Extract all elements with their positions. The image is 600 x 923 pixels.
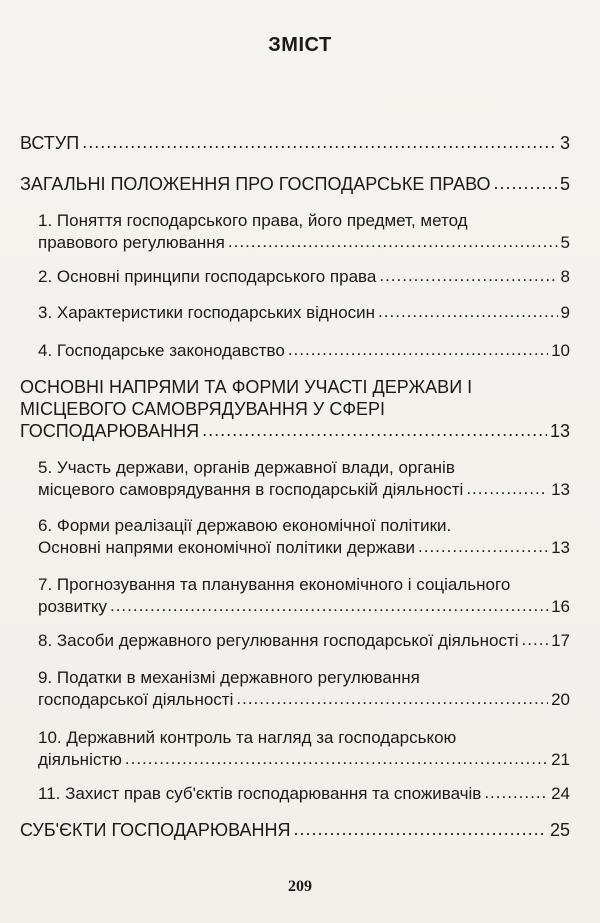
toc-entry-section[interactable] [38, 266, 570, 288]
toc-entry-chapter[interactable] [20, 819, 570, 841]
toc-entry-section[interactable] [38, 667, 570, 711]
toc-entry-section[interactable] [38, 302, 570, 324]
toc-entry-chapter[interactable] [20, 173, 570, 195]
toc-entry-title: 8. Засоби державного регулювання господарської діяльності [38, 631, 519, 650]
dot-leader [418, 536, 548, 558]
toc-entry-title: господарської діяльності [38, 690, 234, 709]
toc-entry-title: правового регулювання [38, 233, 225, 252]
toc-entry-section[interactable] [38, 574, 570, 618]
toc-page-number: 5 [560, 233, 570, 252]
toc-entry-title-line: ОСНОВНІ НАПРЯМИ ТА ФОРМИ УЧАСТІ ДЕРЖАВИ І [20, 377, 473, 397]
toc-page-number: 9 [560, 303, 570, 322]
toc-entry-title: діяльністю [38, 750, 122, 769]
dot-leader [484, 782, 548, 804]
toc-entry-chapter[interactable] [20, 132, 570, 154]
toc-entry-title: 3. Характеристики господарських відносин [38, 303, 376, 322]
dot-leader [378, 301, 557, 323]
toc-page-number: 3 [559, 133, 570, 153]
toc-entry-chapter[interactable] [20, 376, 570, 442]
toc-page-number: 24 [551, 784, 570, 803]
dot-leader [228, 231, 558, 253]
toc-entry-title: ЗАГАЛЬНІ ПОЛОЖЕННЯ ПРО ГОСПОДАРСЬКЕ ПРАВО [20, 174, 491, 194]
dot-leader [202, 419, 547, 441]
dot-leader [494, 172, 557, 194]
toc-entry-section[interactable] [38, 630, 570, 652]
dot-leader [288, 339, 548, 361]
toc-entry-section[interactable] [38, 783, 570, 805]
toc-entry-title: ГОСПОДАРЮВАННЯ [20, 421, 200, 441]
toc-page-number: 13 [549, 421, 570, 441]
toc-entry-title: 4. Господарське законодавство [38, 341, 285, 360]
dot-leader [82, 131, 557, 153]
toc-page-number: 25 [549, 820, 570, 840]
toc-entry-section[interactable] [38, 457, 570, 501]
toc-entry-title-line: 9. Податки в механізмі державного регулювання [38, 668, 420, 687]
dot-leader [110, 595, 548, 617]
toc-entry-title: місцевого самоврядування в господарській діяльності [38, 480, 464, 499]
dot-leader [236, 688, 548, 710]
toc-entry-title: Основні напрями економічної політики держави [38, 538, 416, 557]
toc-entry-section[interactable] [38, 210, 570, 254]
dot-leader [294, 818, 547, 840]
page-title: ЗМІСТ [268, 34, 332, 56]
toc-entry-title-line: 5. Участь держави, органів державної влади, органів [38, 458, 455, 477]
toc-page-number: 17 [551, 631, 570, 650]
toc-page-number: 13 [551, 480, 570, 499]
toc-entry-section[interactable] [38, 727, 570, 771]
page-number: 209 [288, 878, 312, 895]
toc-page-number: 13 [551, 538, 570, 557]
toc-page-number: 21 [551, 750, 570, 769]
toc-page-number: 10 [551, 341, 570, 360]
toc-entry-title: 2. Основні принципи господарського права [38, 267, 377, 286]
toc-entry-section[interactable] [38, 515, 570, 559]
dot-leader [466, 478, 548, 500]
toc-entry-section[interactable] [38, 340, 570, 362]
toc-entry-title-line: 6. Форми реалізації державою економічної політики. [38, 516, 452, 535]
toc-entry-title-line: 7. Прогнозування та планування економічного і соціального [38, 575, 511, 594]
toc-page-number: 5 [559, 174, 570, 194]
toc-entry-title: 11. Захист прав суб'єктів господарювання та споживачів [38, 784, 482, 803]
toc-page-number: 8 [560, 267, 570, 286]
toc-entry-title: СУБ'ЄКТИ ГОСПОДАРЮВАННЯ [20, 820, 291, 840]
dot-leader [125, 748, 548, 770]
toc-entry-title-line: 10. Державний контроль та нагляд за господарською [38, 728, 457, 747]
toc-entry-title: ВСТУП [20, 133, 80, 153]
toc-page-number: 16 [551, 597, 570, 616]
toc-page-number: 20 [551, 690, 570, 709]
toc-entry-title-line: МІСЦЕВОГО САМОВРЯДУВАННЯ У СФЕРІ [20, 399, 386, 419]
toc-entry-title-line: 1. Поняття господарського права, його предмет, метод [38, 211, 468, 230]
dot-leader [522, 629, 549, 651]
dot-leader [379, 265, 557, 287]
toc-entry-title: розвитку [38, 597, 107, 616]
